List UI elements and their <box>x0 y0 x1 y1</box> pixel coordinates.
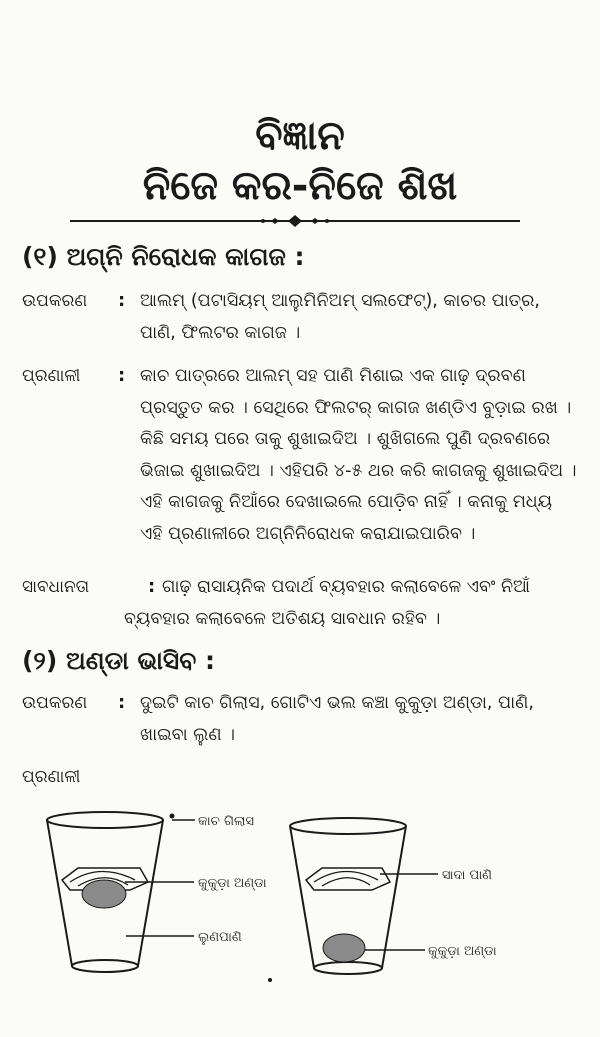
materials-label: ଉପକରଣ <box>22 291 88 311</box>
colon: : <box>118 365 126 386</box>
method-label: ପ୍ରଣାଳୀ <box>22 366 81 386</box>
salt-water-label: ଲୁଣପାଣି <box>198 930 242 945</box>
colon: : <box>118 692 126 713</box>
colon: : <box>148 576 156 597</box>
materials-text: ଦୁଇଟି କାଚ ଗିଲାସ, ଗୋଟିଏ ଭଲ କଞ୍ଚା କୁକୁଡ଼ା ଅଣ୍ଡା, ପାଣି, ଖାଇବା ଲୁଣ । <box>140 693 534 745</box>
method-label: ପ୍ରଣାଳୀ <box>22 767 81 787</box>
plain-water-label: ସାଦା ପାଣି <box>442 868 492 883</box>
method-text: କାଚ ପାତ୍ରରେ ଆଲମ୍ ସହ ପାଣି ମିଶାଇ ଏକ ଗାଢ଼ ଦ୍ରବଣ ପ୍ରସ୍ତୁତ କର । ସେଥିରେ ଫିଲଟର୍ କାଗଜ ଖଣ୍ଡିଏ ବୁଡ଼ାଇ ରଖ । କିଛି ସମୟ ପରେ ତାକୁ ଶୁଖାଇଦିଅ । ଶୁଖିଗଲେ ପୁଣି ଦ୍ରବଣରେ ଭିଜାଇ ଶୁଖାଇଦିଅ । ଏହିପରି ୪-୫ ଥର କରି କାଗଜକୁ ଶୁଖାଇଦିଅ । ଏହି କାଗଜକୁ ନିଆଁରେ ଦେଖାଇଲେ ପୋଡ଼ିବ ନାହିଁ । କନାକୁ ମଧ୍ୟ ଏହି ପ୍ରଣାଳୀରେ ଅଗ୍ନିନିରୋଧକ କରାଯାଇପାରିବ । <box>140 366 577 544</box>
egg-label-right: କୁକୁଡ଼ା ଅଣ୍ଡା <box>428 944 497 959</box>
caution-label: ସାବଧାନତା <box>22 577 90 597</box>
egg-float-diagram <box>0 790 600 1020</box>
egg-sunk <box>323 934 365 962</box>
experiment1-heading: (୧) ଅଗ୍ନି ନିରୋଧକ କାଗଜ : <box>22 242 305 271</box>
egg-label-left: କୁକୁଡ଼ା ଅଣ୍ଡା <box>198 876 267 891</box>
page-subtitle: ନିଜେ କର-ନିଜେ ଶିଖ <box>142 163 458 209</box>
colon: : <box>118 290 126 311</box>
materials-label: ଉପକରଣ <box>22 693 88 713</box>
caution-text: ଗାଢ଼ ରାସାୟନିକ ପଦାର୍ଥ ବ୍ୟବହାର କଲାବେଳେ ଏବଂ ନିଆଁ ବ୍ୟବହାର କଲାବେଳେ ଅତିଶୟ ସାବଧାନ ରହିବ । <box>124 577 530 629</box>
page-title: ବିଜ୍ଞାନ <box>255 113 345 159</box>
title-divider <box>70 214 520 228</box>
glass-label: କାଚ ଗିଲାସ <box>198 814 254 829</box>
experiment2-heading: (୨) ଅଣ୍ଡା ଭାସିବ : <box>22 646 215 675</box>
materials-text: ଆଲମ୍ (ପଟାସିୟମ୍ ଆଲୁମିନିଅମ୍ ସଲଫେଟ୍), କାଚର ପାତ୍ର, ପାଣି, ଫିଲଟର କାଗଜ । <box>140 291 540 343</box>
egg-floating <box>82 880 126 908</box>
glass-left <box>47 812 163 972</box>
